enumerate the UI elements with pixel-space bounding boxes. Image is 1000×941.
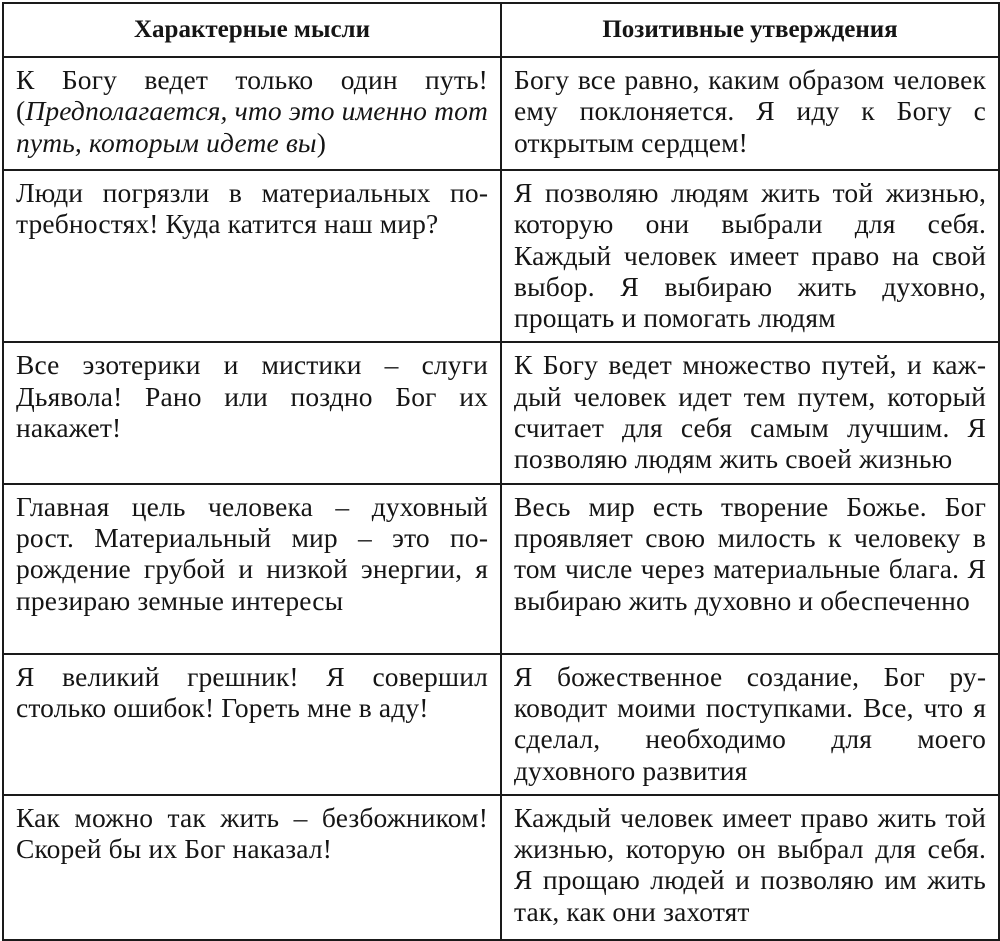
affirmation-text: К Богу ведет множество путей, и каждый человек идет тем путем, который считает для себя самым лучшим. Я позволяю людям жить своей жизнью [514, 349, 986, 475]
table-row [3, 795, 999, 940]
thoughts-affirmations-table [2, 2, 1000, 941]
affirmation-cell [501, 484, 999, 654]
affirmation-cell [501, 57, 999, 170]
affirmation-cell [501, 795, 999, 940]
table-header-row [3, 3, 999, 57]
thought-text: К Богу ведет только один путь! [16, 64, 488, 95]
thought-note-close: ) [316, 126, 327, 158]
affirmation-cell [501, 342, 999, 483]
thought-cell [3, 654, 501, 795]
header-affirmations: Позитивные утверждения [501, 3, 999, 57]
table-row [3, 484, 999, 654]
thought-cell [3, 795, 501, 940]
affirmation-text: Я позволяю людям жить той жизнью, которую они выбрали для себя. Каждый человек имеет право на свой выбор. Я выбираю жить духовно, прощать и помогать людям [514, 177, 986, 334]
thought-cell [3, 170, 501, 342]
affirmation-cell [501, 654, 999, 795]
affirmation-text: Весь мир есть творение Божье. Бог проявляет свою милость к человеку в том числе через материальные блага. Я выбираю жить духовно и обеспеченно [514, 490, 986, 616]
affirmation-cell [501, 170, 999, 342]
thought-cell [3, 57, 501, 170]
thought-text: Главная цель человека – духовный рост. Материальный мир – это порождение грубой и низкой энергии, я презираю земные интересы [16, 490, 488, 616]
thought-text: Я великий грешник! Я совершил столько ошибок! Гореть мне в аду! [16, 660, 488, 723]
affirmation-text: Я божественное создание, Бог руководит моими поступками. Все, что я сделал, необходимо для моего духовного развития [514, 660, 986, 786]
table-row [3, 170, 999, 342]
thought-text: Люди погрязли в материальных потребностях! Куда катится наш мир? [16, 177, 488, 240]
header-thoughts: Характерные мысли [3, 3, 501, 57]
thought-note: Предполагается, что это именно тот путь, которым идете вы [16, 95, 489, 158]
table-row [3, 654, 999, 795]
thought-cell [3, 342, 501, 483]
affirmation-text: Богу все равно, каким образом человек ему поклоняется. Я иду к Богу с открытым сердцем! [514, 64, 986, 158]
thought-text: Как можно так жить – безбожником! Скорей бы их Бог наказал! [16, 801, 488, 865]
thought-text: Все эзотерики и мистики – слуги Дьявола! Рано или поздно Бог их накажет! [16, 349, 488, 444]
table-row [3, 342, 999, 483]
thought-cell [3, 484, 501, 654]
affirmation-text: Каждый человек имеет право жить той жизнью, которую он выбрал для себя. Я прощаю людей и позволяю им жить так, как они захотят [514, 801, 986, 927]
table-row [3, 57, 999, 170]
thought-note-open: ( [16, 95, 26, 127]
